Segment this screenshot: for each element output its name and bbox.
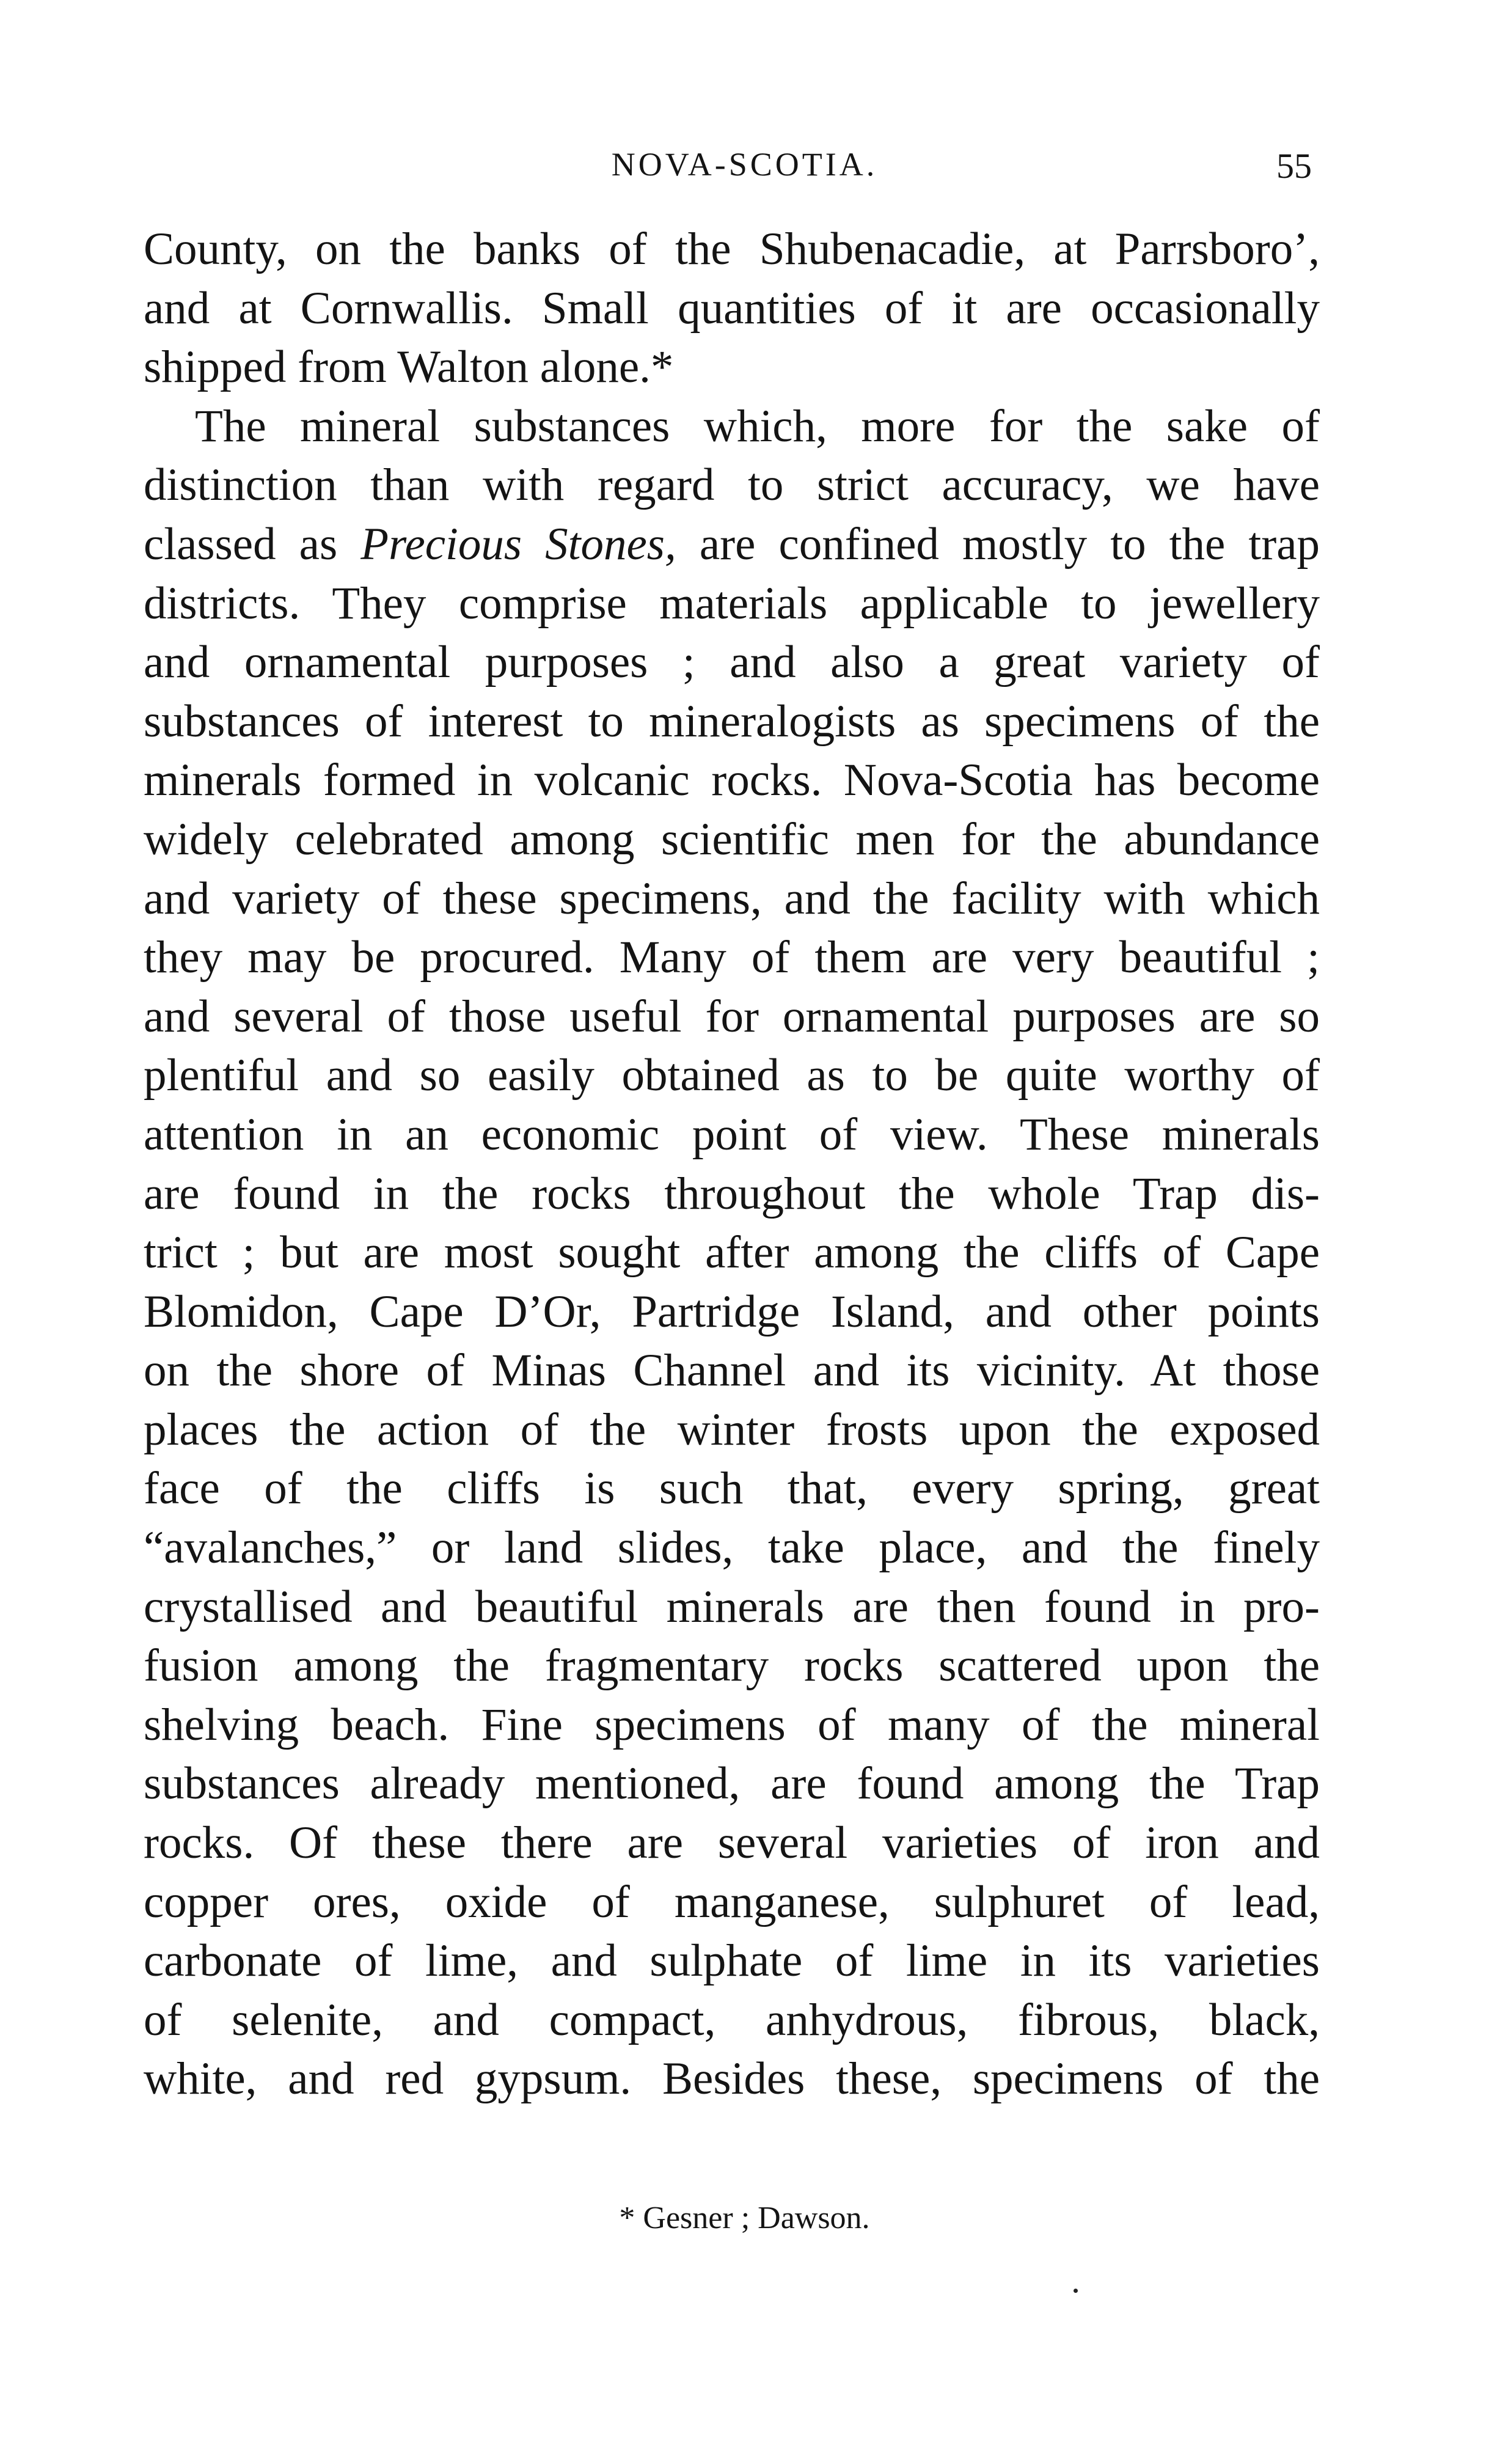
text-line: Blomidon, Cape D’Or, Partridge Island, and other points <box>144 1286 1320 1337</box>
text-line: of selenite, and compact, anhydrous, fibrous, black, <box>144 1994 1320 2045</box>
text-line: substances already mentioned, are found among the Trap <box>144 1758 1320 1810</box>
text-line: and variety of these specimens, and the facility with which <box>144 873 1320 924</box>
text-line: The mineral substances which, more for the sake of <box>195 400 1320 452</box>
text-line: widely celebrated among scientific men for the abundance <box>144 813 1320 865</box>
text-line: distinction than with regard to strict accuracy, we have <box>144 460 1320 511</box>
text-line: places the action of the winter frosts upon the exposed <box>144 1404 1320 1455</box>
page-number: 55 <box>1276 146 1312 186</box>
text-line: classed as Precious Stones, are confined mostly to the trap <box>144 518 1320 570</box>
text-line: shipped from Walton alone.* <box>144 342 674 393</box>
text-line: attention in an economic point of view. These minerals <box>144 1109 1320 1160</box>
body-text <box>144 220 1320 2109</box>
text-line: they may be procured. Many of them are very beautiful ; <box>144 932 1320 983</box>
text-line: carbonate of lime, and sulphate of lime in its varieties <box>144 1935 1320 1987</box>
text-line: minerals formed in volcanic rocks. Nova-Scotia has become <box>144 755 1320 806</box>
text-line: “avalanches,” or land slides, take place, and the finely <box>144 1522 1320 1574</box>
text-line: on the shore of Minas Channel and its vicinity. At those <box>144 1345 1320 1396</box>
text-line: plentiful and so easily obtained as to be quite worthy of <box>144 1050 1320 1101</box>
text-line: trict ; but are most sought after among the cliffs of Cape <box>144 1227 1320 1278</box>
running-title: NOVA-SCOTIA. <box>611 146 878 183</box>
text-line: shelving beach. Fine specimens of many of the mineral <box>144 1699 1320 1750</box>
text-line: districts. They comprise materials applicable to jewellery <box>144 578 1320 629</box>
text-line: are found in the rocks throughout the whole Trap dis- <box>144 1168 1320 1219</box>
text-line: and several of those useful for ornamental purposes are so <box>144 991 1320 1042</box>
text-line: rocks. Of these there are several varieties of iron and <box>144 1817 1320 1869</box>
italic-phrase: Precious Stones, <box>360 518 676 570</box>
text-line: and at Cornwallis. Small quantities of it are occasionally <box>144 282 1320 334</box>
text-line: fusion among the fragmentary rocks scattered upon the <box>144 1640 1320 1692</box>
footnote: * Gesner ; Dawson. <box>619 2201 870 2235</box>
running-header <box>0 145 1489 194</box>
text-line: copper ores, oxide of manganese, sulphuret of lead, <box>144 1876 1320 1927</box>
text-line: and ornamental purposes ; and also a great variety of <box>144 637 1320 688</box>
text-line: face of the cliffs is such that, every spring, great <box>144 1463 1320 1514</box>
text-line: County, on the banks of the Shubenacadie, at Parrsboro’, <box>144 224 1320 274</box>
text-line: white, and red gypsum. Besides these, specimens of the <box>144 2053 1320 2105</box>
text-line: crystallised and beautiful minerals are then found in pro- <box>144 1581 1320 1632</box>
text-line: substances of interest to mineralogists as specimens of the <box>144 695 1320 747</box>
print-speck <box>1074 2289 1078 2293</box>
